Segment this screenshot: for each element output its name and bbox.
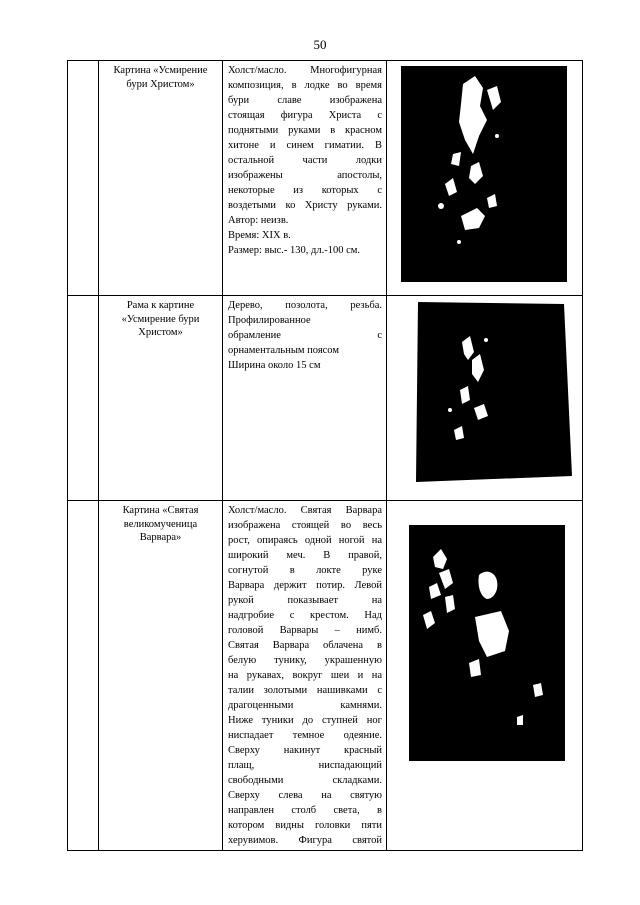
description-line: херувимов. Фигура святой xyxy=(228,835,382,846)
row-number-cell xyxy=(68,296,99,501)
description-line: согнутой в локте руке xyxy=(228,565,382,576)
table-row xyxy=(68,501,583,851)
description-line: орнаментальным поясом xyxy=(228,345,339,356)
inventory-table xyxy=(67,60,583,851)
table-row xyxy=(68,296,583,501)
description-line: Варвара держит потир. Левой xyxy=(228,580,382,591)
item-photo-cell xyxy=(387,61,583,296)
description-line: плащ, ниспадающий xyxy=(228,760,382,771)
description-line: изображена стоящей во весь xyxy=(228,520,382,531)
description-line: поднятыми руками в красном xyxy=(228,125,382,136)
description-line: на рукавах, вокруг шеи и на xyxy=(228,670,382,681)
description-line: Святая Варвара облачена в xyxy=(228,640,382,651)
description-line: изображены апостолы, xyxy=(228,170,382,181)
item-name-line: Рама к картине xyxy=(126,300,195,311)
item-name-cell xyxy=(99,501,223,851)
item-name-line: Картина «Усмирение xyxy=(113,65,208,76)
description-line: обрамление с xyxy=(228,330,382,341)
description-line: белую тунику, украшенную xyxy=(228,655,382,666)
description-line: Сверху слева на святую xyxy=(228,790,382,801)
description-line: стоящая фигура Христа с xyxy=(228,110,382,121)
painting-photo xyxy=(401,66,567,282)
description-line: рост, опираясь одной ногой на xyxy=(228,535,382,546)
description-line: Холст/масло. Многофигурная xyxy=(228,65,382,76)
description-line: некоторые из которых с xyxy=(228,185,382,196)
description-line: ниспадает темное одеяние. xyxy=(228,730,382,741)
item-description-cell xyxy=(223,296,387,501)
description-line: Сверху накинут красный xyxy=(228,745,382,756)
description-line: свободными складками. xyxy=(228,775,382,786)
description-line: Холст/масло. Святая Варвара xyxy=(228,505,382,516)
description-line: головой Варвары – нимб. xyxy=(228,625,382,636)
description-line: Ширина около 15 см xyxy=(228,360,321,371)
frame-photo xyxy=(414,300,574,484)
item-name-cell xyxy=(99,61,223,296)
description-line: надгробие с крестом. Над xyxy=(228,610,382,621)
item-name-line: Христом» xyxy=(138,327,183,339)
description-line: широкий меч. В правой, xyxy=(228,550,382,561)
item-description-cell xyxy=(223,501,387,851)
description-line: остальной части лодки xyxy=(228,155,382,166)
description-line: композиция, в лодке во время xyxy=(228,80,382,91)
description-line: бури славе изображена xyxy=(228,95,382,106)
item-name-cell xyxy=(99,296,223,501)
description-line: Профилированное xyxy=(228,315,311,326)
item-name-line: Картина «Святая xyxy=(122,505,199,516)
item-description-cell xyxy=(223,61,387,296)
description-line: хитоне и синем гиматии. В xyxy=(228,140,382,151)
description-line: котором видны головки пяти xyxy=(228,820,382,831)
table-row xyxy=(68,61,583,296)
item-photo-cell xyxy=(387,296,583,501)
description-line: рукой показывает на xyxy=(228,595,382,606)
description-line: воздетыми ко Христу руками. xyxy=(228,200,382,211)
description-line: Ниже туники до ступней ног xyxy=(228,715,382,726)
row-number-cell xyxy=(68,501,99,851)
description-line: направлен столб света, в xyxy=(228,805,382,816)
item-name-line: бури Христом» xyxy=(126,78,195,90)
item-name-line: великомученица xyxy=(123,518,198,530)
description-line: Дерево, позолота, резьба. xyxy=(228,300,382,311)
page-number: 50 xyxy=(313,37,327,52)
description-line: Размер: выс.- 130, дл.-100 см. xyxy=(228,245,361,256)
item-photo-cell xyxy=(387,501,583,851)
description-line: талии золотыми нашивками с xyxy=(228,685,382,696)
description-line: Автор: неизв. xyxy=(228,215,289,226)
painting-photo xyxy=(409,525,565,761)
row-number-cell xyxy=(68,61,99,296)
description-line: Время: XIX в. xyxy=(228,230,291,241)
description-line: драгоценными камнями. xyxy=(228,700,382,711)
item-name-line: Варвара» xyxy=(139,532,182,544)
item-name-line: «Усмирение бури xyxy=(121,313,200,325)
